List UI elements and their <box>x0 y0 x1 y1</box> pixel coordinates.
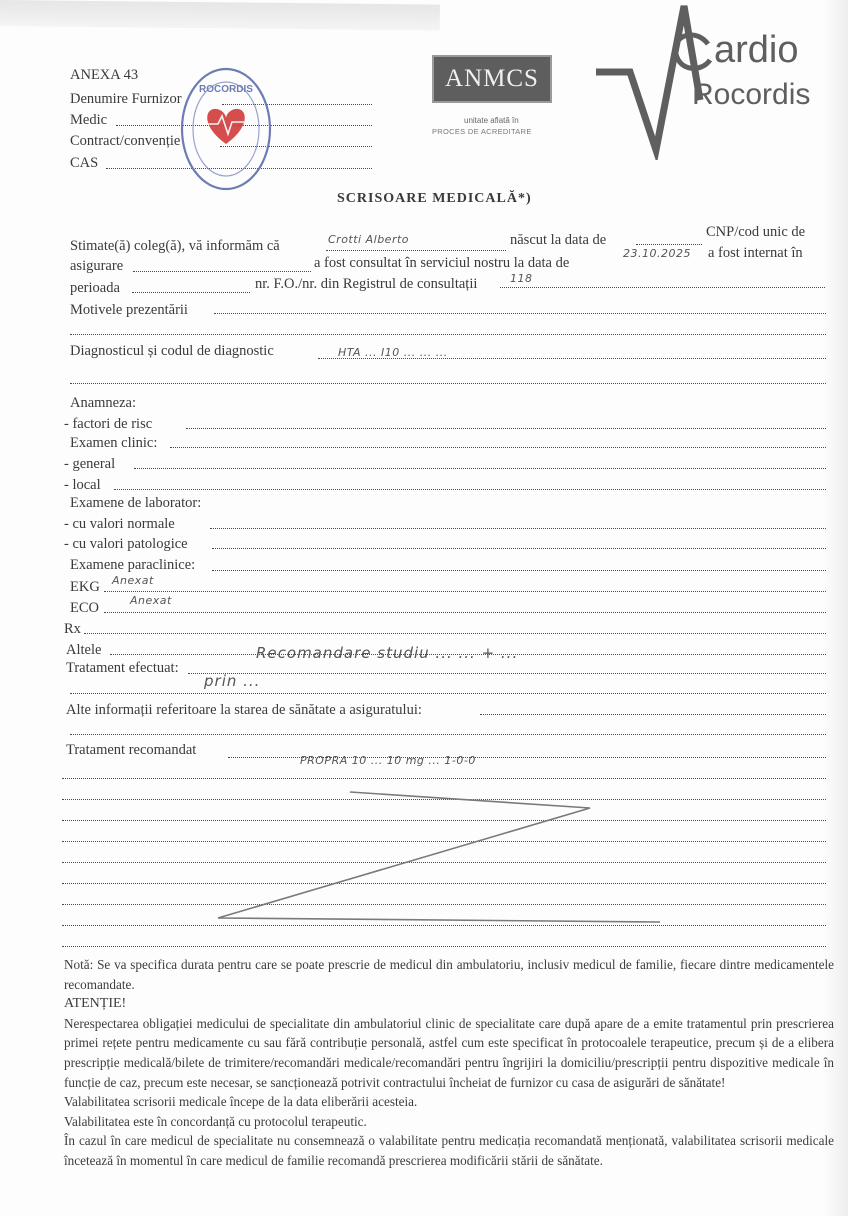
note-paragraph-4: În cazul în care medicul de specialitate nu consemnează o valabilitate pentru medicația recomandată menționată, valabilitatea scrisorii medicale încetează în momentul în care medicul de familie recomandă prescrierea modificării stării de sănătate. <box>64 1133 834 1168</box>
field-diagnostic: Diagnosticul și codul de diagnostic <box>70 343 274 359</box>
field-tratament-efectuat: Tratament efectuat: <box>66 660 179 676</box>
anmcs-tagline-2: PROCES DE ACREDITARE <box>432 127 532 136</box>
field-patologice: - cu valori patologice <box>64 536 188 552</box>
consult-date: 23.10.2025 <box>623 247 691 260</box>
scan-edge <box>0 0 440 31</box>
header-cas: CAS <box>70 155 99 171</box>
clinic-stamp <box>178 64 274 194</box>
stamp-text: ROCORDIS <box>199 84 253 95</box>
field-normale: - cu valori normale <box>64 516 175 532</box>
field-general: - general <box>64 456 116 472</box>
patient-name: Crotti Alberto <box>328 233 410 246</box>
intro-line2-suffix: a fost internat în <box>708 245 803 261</box>
dotted-line <box>228 757 826 758</box>
tratament-efectuat-line1: Recomandare studiu ... ... + ... <box>256 644 519 662</box>
intro-line2-prefix: asigurare <box>70 258 124 274</box>
dotted-line <box>84 633 826 634</box>
field-local: - local <box>64 477 101 493</box>
notes-block <box>64 955 834 1171</box>
anmcs-tagline: unitate aflată în <box>464 116 519 125</box>
field-altele: Altele <box>66 642 102 658</box>
note-paragraph-2: Valabilitatea scrisorii medicale începe de la data eliberării acesteia. <box>64 1094 418 1110</box>
field-lab: Examene de laborator: <box>70 495 202 511</box>
field-anamneza: Anamneza: <box>70 395 137 411</box>
dotted-line <box>62 946 826 947</box>
dotted-line <box>70 383 826 384</box>
dotted-line <box>480 714 826 715</box>
field-ekg: EKG <box>70 579 100 595</box>
intro-line1-prefix: Stimate(ă) coleg(ă), vă informăm că <box>70 238 280 254</box>
dotted-line <box>70 693 826 694</box>
intro-line3-mid: nr. F.O./nr. din Registrul de consultații <box>255 276 478 292</box>
ekg-value: Anexat <box>112 574 154 587</box>
field-rx: Rx <box>64 621 81 637</box>
anmcs-logo <box>432 55 552 103</box>
tratament-efectuat-line2: prin ... <box>204 672 261 690</box>
intro-line2-mid: a fost consultat în serviciul nostru la data de <box>314 255 570 271</box>
note-text: Notă: Se va specifica durata pentru care se poate prescrie de medicul din ambulatoriu, inclusiv medicul de familie, fiecare dintre medicamentele recomandate. <box>64 957 834 992</box>
dotted-line <box>70 334 826 335</box>
field-examen-clinic: Examen clinic: <box>70 435 158 451</box>
dotted-line <box>210 528 826 529</box>
field-paraclinice: Examene paraclinice: <box>70 557 196 573</box>
cancel-stroke-mark <box>190 790 670 930</box>
dotted-line <box>212 570 826 571</box>
dotted-line <box>212 548 826 549</box>
dotted-line <box>186 428 826 429</box>
field-tratament-recomandat: Tratament recomandat <box>66 742 197 758</box>
dotted-line <box>214 313 826 314</box>
dotted-line <box>188 673 826 674</box>
dotted-line <box>62 778 826 779</box>
intro-line3-prefix: perioada <box>70 280 120 296</box>
dotted-line <box>318 358 826 359</box>
note-paragraph-3: Valabilitatea este în concordanță cu protocolul terapeutic. <box>64 1113 367 1129</box>
header-contract: Contract/convenție <box>70 133 181 149</box>
registry-number: 118 <box>510 272 533 285</box>
logo-ardio: ardio <box>714 29 799 71</box>
document-title: SCRISOARE MEDICALĂ*) <box>337 191 532 206</box>
dotted-line <box>134 468 826 469</box>
dotted-line <box>326 250 506 251</box>
field-factori: - factori de risc <box>64 416 153 432</box>
field-eco: ECO <box>70 600 99 616</box>
dotted-line <box>104 591 826 592</box>
dotted-line <box>636 244 702 245</box>
field-motive: Motivele prezentării <box>70 302 188 318</box>
logo-rocordis: Rocordis <box>692 78 811 111</box>
cardio-rocordis-logo <box>596 0 828 160</box>
intro-line1-mid: născut la data de <box>510 232 607 248</box>
tratament-recomandat-value: PROPRA 10 ... 10 mg ... 1-0-0 <box>300 754 476 767</box>
eco-value: Anexat <box>130 594 172 607</box>
header-medic: Medic <box>70 112 108 128</box>
anmcs-logo-text: ANMCS <box>445 65 539 92</box>
dotted-line <box>500 287 825 288</box>
intro-line1-suffix: CNP/cod unic de <box>706 224 806 240</box>
note-paragraph-1: Nerespectarea obligației medicului de specialitate din ambulatoriul clinic de specialitate care după apare de a emite tratamentul prin prescrierea primei rețete pentru medicamente cu sau fără contribuție personală, astfel cum este specificat în protocoalele terapeutice, precum și de a elibera prescripție medicală/bilete de trimitere/recomandări medicale/recomandări pentru îngrijiri la domiciliu/prescripții pentru dispozitive medicale în funcție de caz, precum este necesar, se sancționează potrivit contractului încheiat de furnizor cu casa de asigurări de sănătate! <box>64 1015 834 1090</box>
diagnostic-value: HTA ... I10 ... ... ... <box>338 346 448 359</box>
header-furnizor: Denumire Furnizor <box>70 91 182 107</box>
dotted-line <box>133 271 311 272</box>
dotted-line <box>114 489 826 490</box>
header-anexa: ANEXA 43 <box>70 67 139 83</box>
field-alte-info: Alte informații referitoare la starea de sănătate a asiguratului: <box>66 702 422 718</box>
dotted-line <box>104 612 826 613</box>
dotted-line <box>170 447 826 448</box>
dotted-line <box>132 292 250 293</box>
dotted-line <box>70 734 826 735</box>
atentie-heading: ATENȚIE! <box>64 996 127 1012</box>
